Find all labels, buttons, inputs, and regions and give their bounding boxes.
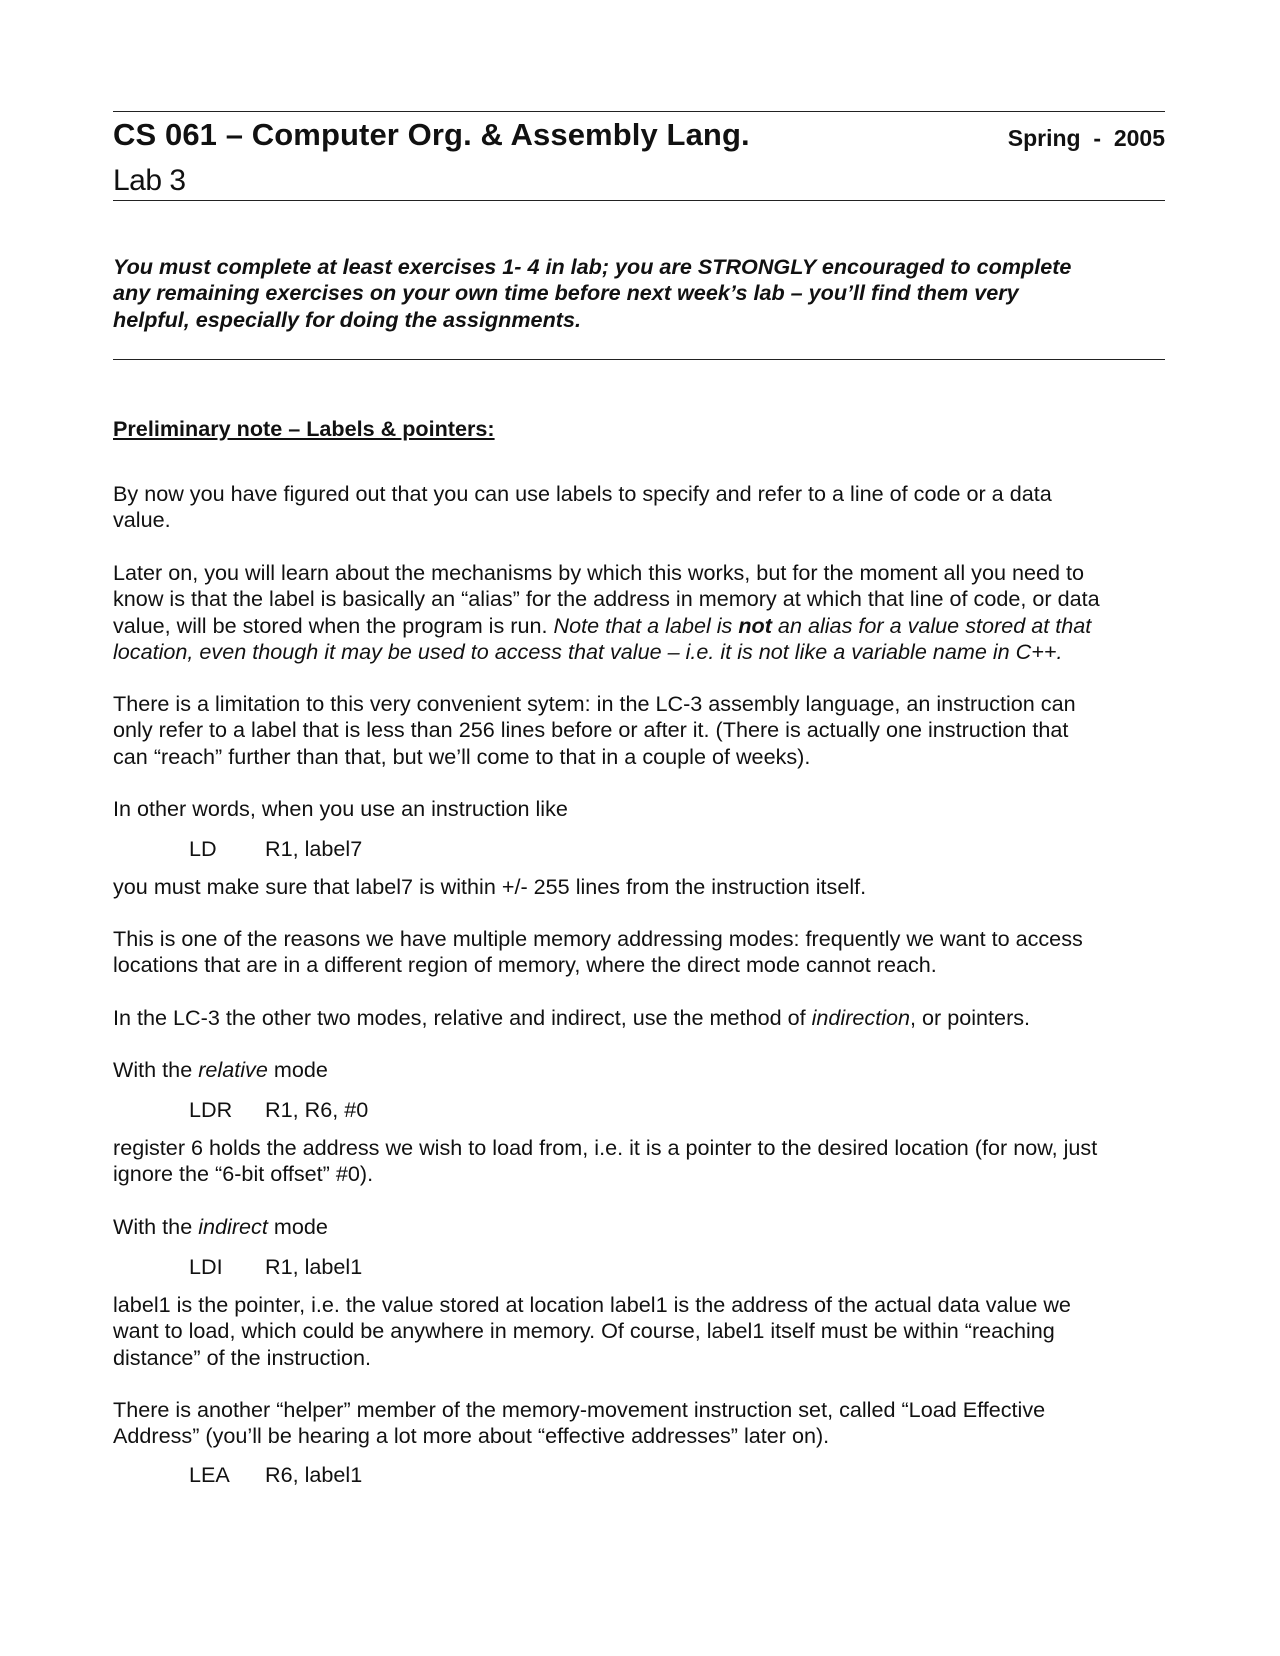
text-run: With the <box>113 1057 199 1082</box>
paragraph-label7-range <box>113 874 1165 900</box>
paragraph-line: In other words, when you use an instruction like <box>113 796 568 821</box>
paragraph-line: register 6 holds the address we wish to load from, i.e. it is a pointer to the desired location (for now, just <box>113 1135 1098 1160</box>
paragraph-labels-intro <box>113 481 1165 534</box>
paragraph-line: ignore the “6-bit offset” #0). <box>113 1161 374 1187</box>
code-line-ldr <box>189 1097 368 1123</box>
paragraph-line: Later on, you will learn about the mechanisms by which this works, but for the moment all you need to <box>113 560 1085 585</box>
paragraph-line: There is a limitation to this very convenient sytem: in the LC-3 assembly language, an instruction can <box>113 691 1076 716</box>
code-opcode: LDI <box>189 1254 223 1279</box>
paragraph-line: locations that are in a different region of memory, where the direct mode cannot reach. <box>113 952 937 978</box>
italic-text-run: an alias for a value stored at that <box>771 612 1092 638</box>
notice-divider <box>113 359 1165 360</box>
paragraph-line <box>113 639 1165 665</box>
lab-notice <box>113 254 1165 333</box>
paragraph-in-other-words <box>113 796 1165 822</box>
paragraph-line: only refer to a label that is less than 256 lines before or after it. (There is actually one instruction that <box>113 717 1069 743</box>
notice-line: any remaining exercises on your own time before next week’s lab – you’ll find them very <box>113 280 1019 306</box>
code-operands: R6, label1 <box>265 1462 363 1487</box>
paragraph-line: can “reach” further than that, but we’ll come to that in a couple of weeks). <box>113 743 811 769</box>
header-bottom-rule <box>113 200 1165 201</box>
section-heading: Preliminary note – Labels & pointers: <box>113 416 495 441</box>
italic-text-run: relative <box>198 1057 268 1082</box>
paragraph-indirection <box>113 1005 1165 1031</box>
text-run: With the <box>113 1214 199 1239</box>
code-opcode: LD <box>189 836 217 861</box>
code-operands: R1, label1 <box>265 1254 363 1279</box>
code-line-ld <box>189 836 362 862</box>
code-opcode: LDR <box>189 1097 233 1122</box>
paragraph-label-alias <box>113 560 1165 665</box>
paragraph-line: Address” (you’ll be hearing a lot more about “effective addresses” later on). <box>113 1423 830 1449</box>
paragraph-line: There is another “helper” member of the memory-movement instruction set, called “Load Effective <box>113 1397 1046 1422</box>
code-operands: R1, label7 <box>265 836 363 861</box>
italic-text-run: indirection <box>811 1005 911 1030</box>
paragraph-line: you must make sure that label7 is within +/- 255 lines from the instruction itself. <box>113 874 867 899</box>
notice-line: You must complete at least exercises 1- 4 in lab; you are STRONGLY encouraged to complete <box>113 254 1072 279</box>
code-opcode: LEA <box>189 1462 230 1487</box>
paragraph-lea-intro <box>113 1397 1165 1450</box>
italic-text-run: indirect <box>198 1214 268 1239</box>
italic-text-run: Note that a label is <box>553 612 739 638</box>
paragraph-relative-mode <box>113 1057 1165 1083</box>
code-line-lea <box>189 1462 362 1488</box>
paragraph-indirect-mode <box>113 1214 1165 1240</box>
lab-title: Lab 3 <box>113 164 186 197</box>
text-run: In the LC-3 the other two modes, relative and indirect, use the method of <box>113 1005 812 1030</box>
paragraph-line <box>113 1005 1165 1031</box>
notice-line: helpful, especially for doing the assignments. <box>113 306 581 332</box>
italic-text-run: location, even though it may be used to access that value – i.e. it is not like a variable name in C++. <box>113 638 1063 664</box>
code-line-ldi <box>189 1254 362 1280</box>
paragraph-line: This is one of the reasons we have multiple memory addressing modes: frequently we want to access <box>113 926 1083 951</box>
code-operands: R1, R6, #0 <box>265 1097 369 1122</box>
bold-italic-text-run: not <box>738 612 772 638</box>
paragraph-line <box>113 613 1165 639</box>
paragraph-line <box>113 1057 1165 1083</box>
paragraph-register6 <box>113 1135 1165 1188</box>
paragraph-line: label1 is the pointer, i.e. the value stored at location label1 is the address of the actual data value we <box>113 1292 1071 1317</box>
course-title: CS 061 – Computer Org. & Assembly Lang. <box>113 117 750 152</box>
paragraph-line <box>113 1214 1165 1240</box>
text-run: mode <box>267 1214 328 1239</box>
paragraph-line: By now you have figured out that you can use labels to specify and refer to a line of code or a data <box>113 481 1052 506</box>
header-top-rule <box>113 111 1165 112</box>
text-run: mode <box>267 1057 328 1082</box>
text-run: , or pointers. <box>910 1005 1031 1030</box>
paragraph-line: know is that the label is basically an “alias” for the address in memory at which that line of code, or data <box>113 586 1100 612</box>
paragraph-limitation <box>113 691 1165 770</box>
semester-label: Spring - 2005 <box>1007 125 1165 151</box>
paragraph-label1-pointer <box>113 1292 1165 1371</box>
paragraph-line: distance” of the instruction. <box>113 1344 372 1370</box>
paragraph-addressing-modes <box>113 926 1165 979</box>
paragraph-line: want to load, which could be anywhere in memory. Of course, label1 itself must be within “reaching <box>113 1318 1055 1344</box>
paragraph-line: value. <box>113 507 171 533</box>
text-run: value, will be stored when the program is run. <box>113 612 554 638</box>
